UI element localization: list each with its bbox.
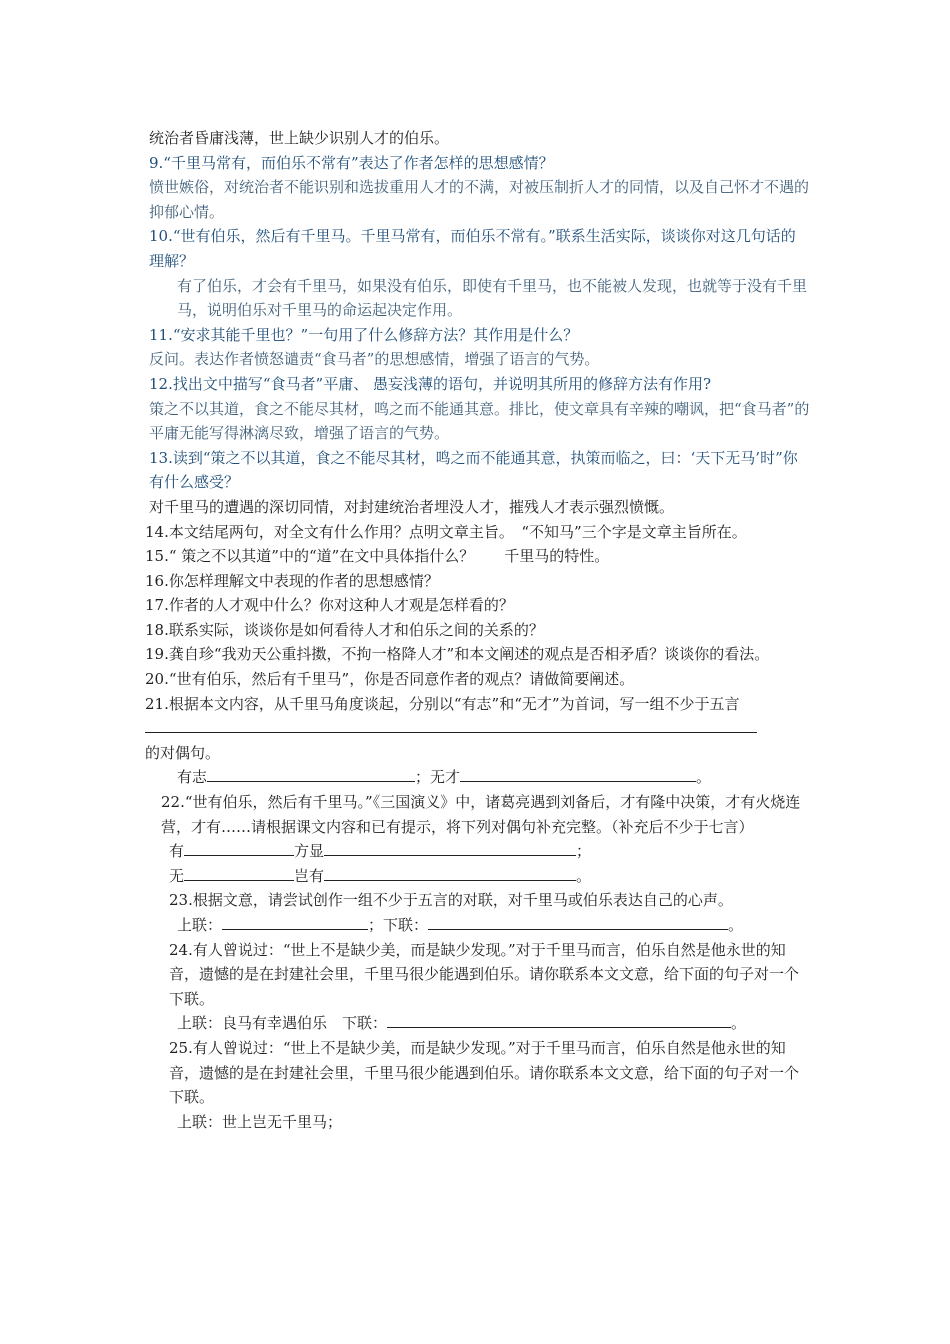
question-10: 10.“世有伯乐，然后有千里马。千里马常有，而伯乐不常有。”联系生活实际，谈谈你对这几句话的理解？ bbox=[149, 227, 796, 270]
question-15: 15.“ 策之不以其道”中的“道”在文中具体指什么？ 千里马的特性。 bbox=[145, 547, 610, 566]
blank-line bbox=[428, 914, 728, 930]
question-20: 20.“世有伯乐，然后有千里马”，你是否同意作者的观点？请做简要阐述。 bbox=[145, 670, 635, 689]
answer-13: 对千里马的遭遇的深切同情，对封建统治者埋没人才，摧残人才表示强烈愤慨。 bbox=[149, 497, 675, 516]
question-21 bbox=[145, 692, 810, 741]
blank-line bbox=[184, 865, 294, 881]
blank-line bbox=[145, 717, 757, 733]
blank-line bbox=[207, 766, 415, 782]
question-11: 11.“安求其能千里也？”一句用了什么修辞方法？其作用是什么？ bbox=[149, 325, 579, 344]
question-18: 18.联系实际，谈谈你是如何看待人才和伯乐之间的关系的？ bbox=[145, 620, 544, 639]
couplet-line-23: 上联： ；下联： 。 bbox=[177, 916, 744, 934]
blank-line bbox=[460, 766, 696, 782]
blank-line bbox=[184, 840, 294, 856]
question-22: 22.“世有伯乐，然后有千里马。”《三国演义》中，诸葛亮遇到刘备后，才有隆中决策，才有火烧连营，才有……请根据课文内容和已有提示，将下列对偶句补充完整。（补充后不少于七言） bbox=[161, 793, 801, 836]
blank-line bbox=[324, 840, 576, 856]
question-9: 9.“千里马常有，而伯乐不常有”表达了作者怎样的思想感情？ bbox=[149, 153, 554, 172]
answer-12: 策之不以其道，食之不能尽其材，鸣之而不能通其意。排比，使文章具有辛辣的嘲讽，把“食马者”的平庸无能写得淋漓尽致，增强了语言的气势。 bbox=[149, 399, 810, 443]
question-19: 19.龚自珍“我劝天公重抖擞，不拘一格降人才”和本文阐述的观点是否相矛盾？谈谈你的看法。 bbox=[145, 645, 770, 664]
blank-line bbox=[324, 865, 576, 881]
question-23: 23.根据文意，请尝试创作一组不少于五言的对联，对千里马或伯乐表达自己的心声。 bbox=[169, 891, 733, 910]
question-25: 25.有人曾说过：“世上不是缺少美，而是缺少发现。”对于千里马而言，伯乐自然是他永世的知音，遗憾的是在封建社会里，千里马很少能遇到伯乐。请你联系本文文意，给下面的句子对一个下联。 bbox=[169, 1038, 800, 1107]
couplet-line-25: 上联：世上岂无千里马； bbox=[177, 1112, 343, 1131]
document-body bbox=[145, 126, 810, 1134]
couplet-line-24: 上联：良马有幸遇伯乐 下联： 。 bbox=[177, 1014, 747, 1033]
question-13: 13.读到“策之不以其道，食之不能尽其材，鸣之而不能通其意，执策而临之，曰：‘天下无马’时”你有什么感受？ bbox=[149, 448, 798, 492]
question-14: 14.本文结尾两句，对全文有什么作用？点明文章主旨。 “不知马”三个字是文章主旨所在。 bbox=[145, 522, 747, 541]
couplet-line-22b: 无 岂有 。 bbox=[169, 866, 592, 885]
answer-text: 统治者昏庸浅薄，世上缺少识别人才的伯乐。 bbox=[149, 129, 450, 147]
question-16: 16.你怎样理解文中表现的作者的思想感情？ bbox=[145, 571, 439, 590]
question-21-text: 21.根据本文内容，从千里马角度谈起，分别以“有志”和“无才”为首词，写一组不少于五言 bbox=[145, 694, 740, 713]
blank-line bbox=[387, 1012, 731, 1028]
couplet-line-22a: 有 方显 ； bbox=[169, 842, 592, 861]
blank-line bbox=[222, 914, 368, 930]
question-12: 12.找出文中描写“食马者”平庸、 愚妄浅薄的语句，并说明其所用的修辞方法有作用? bbox=[149, 374, 712, 393]
couplet-line-21: 有志 ；无才 。 bbox=[177, 768, 712, 787]
question-24: 24.有人曾说过：“世上不是缺少美，而是缺少发现。”对于千里马而言，伯乐自然是他永世的知音，遗憾的是在封建社会里，千里马很少能遇到伯乐。请你联系本文文意，给下面的句子对一个下联。 bbox=[169, 940, 800, 1008]
question-17: 17.作者的人才观中什么？你对这种人才观是怎样看的？ bbox=[145, 596, 514, 615]
answer-10: 有了伯乐，才会有千里马，如果没有伯乐，即使有千里马，也不能被人发现，也就等于没有千里马，说明伯乐对千里马的命运起决定作用。 bbox=[177, 276, 808, 320]
answer-11: 反问。表达作者愤怒谴责“食马者”的思想感情，增强了语言的气势。 bbox=[149, 350, 600, 369]
answer-9: 愤世嫉俗，对统治者不能识别和选拔重用人才的不满，对被压制折人才的同情，以及自己怀才不遇的抑郁心情。 bbox=[149, 178, 810, 221]
question-21-end: 的对偶句。 bbox=[145, 743, 221, 762]
